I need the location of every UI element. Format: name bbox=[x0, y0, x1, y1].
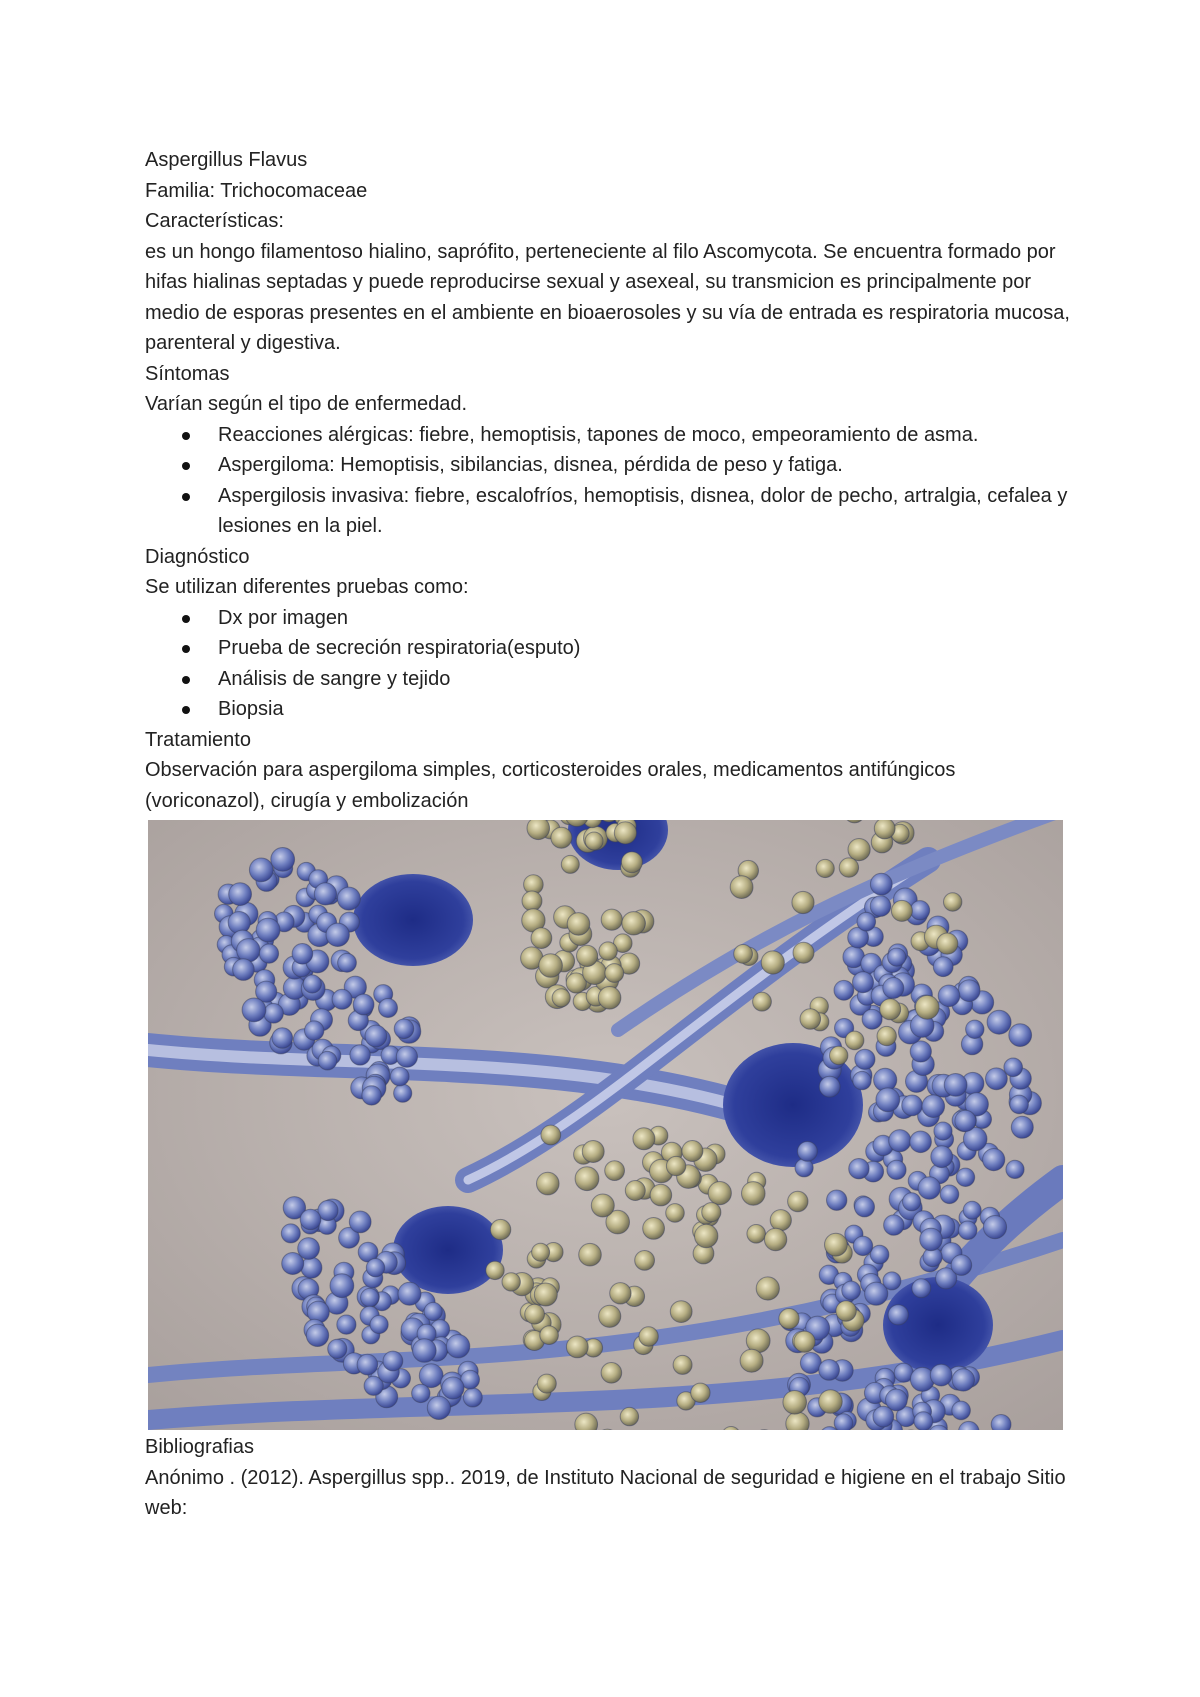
spore bbox=[870, 1245, 889, 1264]
sintomas-heading: Síntomas bbox=[145, 362, 230, 385]
spore bbox=[889, 1130, 911, 1152]
list-item-text: Prueba de secreción respiratoria(esputo) bbox=[218, 637, 581, 659]
spore bbox=[819, 1390, 843, 1414]
spore bbox=[531, 928, 552, 949]
tratamiento-paragraph: Observación para aspergiloma simples, corticosteroides orales, medicamentos antifúngicos (voriconazol), cirugía y embolización bbox=[145, 759, 956, 812]
spore bbox=[944, 893, 962, 911]
spore bbox=[271, 848, 295, 872]
spore bbox=[991, 1415, 1011, 1431]
spore bbox=[527, 820, 550, 840]
spore bbox=[666, 1204, 685, 1223]
spore bbox=[855, 1197, 875, 1217]
spore bbox=[614, 822, 636, 844]
spore bbox=[337, 1315, 356, 1334]
spore bbox=[237, 939, 260, 962]
spore bbox=[734, 945, 753, 964]
list-item-text: Aspergilosis invasiva: fiebre, escalofríos, hemoptisis, disnea, dolor de pecho, artralgia, cefalea y lesiones en la piel. bbox=[218, 484, 1068, 537]
list-item bbox=[218, 603, 1075, 634]
diagnostico-list bbox=[145, 603, 1075, 725]
spore bbox=[259, 944, 278, 963]
spore bbox=[446, 1335, 469, 1358]
bibliografias-paragraph: Anónimo . (2012). Aspergillus spp.. 2019, de Instituto Nacional de seguridad e higiene en el trabajo Sitio web: bbox=[145, 1466, 1066, 1519]
spore bbox=[920, 1228, 943, 1251]
spore bbox=[792, 891, 814, 913]
spore bbox=[842, 1281, 861, 1300]
list-item bbox=[218, 694, 1075, 725]
spore bbox=[541, 1125, 561, 1145]
spore bbox=[601, 909, 622, 930]
spore bbox=[566, 1336, 588, 1358]
spore bbox=[394, 1084, 412, 1102]
spore bbox=[918, 1177, 940, 1199]
spore bbox=[1010, 1095, 1029, 1114]
spore bbox=[396, 1046, 417, 1067]
spore bbox=[463, 1388, 482, 1407]
spore bbox=[963, 1201, 981, 1219]
spore bbox=[575, 1167, 599, 1191]
spore bbox=[330, 1274, 354, 1298]
spore bbox=[880, 999, 901, 1020]
spore bbox=[314, 883, 336, 905]
bullet-icon bbox=[182, 432, 190, 440]
spore bbox=[605, 964, 624, 983]
spore bbox=[888, 1305, 908, 1325]
spore bbox=[306, 1324, 328, 1346]
spore bbox=[591, 1194, 614, 1217]
spore bbox=[786, 1412, 809, 1430]
spore bbox=[691, 1383, 710, 1402]
spore bbox=[598, 987, 621, 1010]
list-item bbox=[218, 664, 1075, 695]
spore bbox=[350, 1045, 370, 1065]
spore bbox=[855, 1049, 875, 1069]
spore bbox=[816, 859, 834, 877]
spore bbox=[292, 944, 313, 965]
spore bbox=[366, 1259, 384, 1277]
spore bbox=[394, 1019, 414, 1039]
bullet-icon bbox=[182, 676, 190, 684]
spore bbox=[427, 1396, 450, 1419]
spore bbox=[914, 1412, 933, 1430]
spore bbox=[537, 1172, 560, 1195]
spore bbox=[794, 1331, 815, 1352]
spore bbox=[301, 1257, 322, 1278]
spore bbox=[912, 1279, 931, 1298]
spore bbox=[933, 957, 953, 977]
spore bbox=[708, 1182, 731, 1205]
spore bbox=[955, 1110, 976, 1131]
spore bbox=[353, 994, 374, 1015]
spore bbox=[903, 1193, 921, 1211]
spore bbox=[622, 912, 645, 935]
spore bbox=[937, 933, 958, 954]
spore bbox=[952, 1401, 971, 1420]
sintomas-intro: Varían según el tipo de enfermedad. bbox=[145, 393, 468, 415]
spore bbox=[740, 1349, 763, 1372]
spore bbox=[845, 1031, 864, 1050]
spore bbox=[883, 1272, 901, 1290]
spore bbox=[585, 832, 603, 850]
spore bbox=[876, 1088, 900, 1112]
spore bbox=[682, 1141, 703, 1162]
list-item-text: Aspergiloma: Hemoptisis, sibilancias, disnea, pérdida de peso y fatiga. bbox=[218, 454, 843, 476]
bullet-icon bbox=[182, 645, 190, 653]
spore bbox=[357, 1354, 378, 1375]
caracteristicas-heading: Características: bbox=[145, 210, 284, 232]
spore bbox=[902, 1095, 923, 1116]
spore bbox=[839, 858, 858, 877]
spore bbox=[870, 896, 891, 917]
spore bbox=[328, 1339, 347, 1358]
spore bbox=[567, 913, 590, 936]
spore bbox=[695, 1224, 718, 1247]
spore bbox=[442, 1377, 464, 1399]
spore bbox=[365, 1025, 387, 1047]
spore bbox=[398, 1282, 421, 1305]
spore bbox=[849, 1159, 869, 1179]
spore bbox=[788, 1191, 808, 1211]
spore bbox=[834, 1414, 853, 1430]
spore bbox=[486, 1261, 504, 1279]
spore bbox=[577, 945, 598, 966]
spore bbox=[800, 1009, 821, 1030]
spore bbox=[264, 1004, 284, 1024]
spore bbox=[853, 1236, 872, 1255]
spore bbox=[534, 1283, 557, 1306]
spore bbox=[601, 1363, 622, 1384]
spore bbox=[525, 1304, 545, 1324]
spore bbox=[952, 1369, 974, 1391]
spore bbox=[599, 942, 617, 960]
spore bbox=[742, 1182, 766, 1206]
spore bbox=[795, 1159, 813, 1177]
spore bbox=[390, 1067, 409, 1086]
spore bbox=[987, 1010, 1011, 1034]
familia-line: Familia: Trichocomaceae bbox=[145, 179, 368, 202]
spore bbox=[747, 1225, 766, 1244]
list-item bbox=[218, 420, 1075, 451]
spore bbox=[983, 1149, 1005, 1171]
spore bbox=[940, 1185, 959, 1204]
list-item bbox=[218, 481, 1075, 542]
spore bbox=[379, 999, 398, 1018]
spore bbox=[537, 1374, 556, 1393]
caracteristicas-paragraph: es un hongo filamentoso hialino, saprófito, perteneciente al filo Ascomycota. Se encuentra formado por hifas hialinas septadas y puede reproducirse sexual y asexeal, su transmicion es principalmente por medio de esporas presentes en el ambiente en bioaerosoles y su vía de entrada es respiratoria mucosa, parenteral y digestiva. bbox=[145, 240, 1070, 354]
bullet-icon bbox=[182, 615, 190, 623]
spore bbox=[326, 923, 349, 946]
spore bbox=[922, 1095, 945, 1118]
spore bbox=[836, 1301, 856, 1321]
spore bbox=[888, 948, 906, 966]
spore bbox=[502, 1273, 520, 1291]
bibliografias-heading: Bibliografias bbox=[145, 1436, 254, 1458]
spore bbox=[1006, 1160, 1024, 1178]
spore bbox=[819, 1076, 840, 1097]
spore bbox=[857, 912, 876, 931]
spore bbox=[361, 1288, 379, 1306]
spore bbox=[834, 980, 854, 1000]
spore bbox=[552, 989, 570, 1007]
spore bbox=[242, 998, 266, 1022]
spore bbox=[793, 942, 814, 963]
spore bbox=[915, 995, 939, 1019]
bullet-icon bbox=[182, 493, 190, 501]
spore bbox=[930, 1364, 952, 1386]
list-item bbox=[218, 450, 1075, 481]
micrograph-illustration bbox=[148, 820, 1063, 1430]
spore bbox=[1011, 1116, 1033, 1138]
spore bbox=[633, 1128, 655, 1150]
spore bbox=[383, 1351, 403, 1371]
spore bbox=[424, 1302, 442, 1320]
bullet-icon bbox=[182, 462, 190, 470]
spore bbox=[931, 1146, 953, 1168]
spore bbox=[413, 1339, 437, 1363]
spore bbox=[599, 1305, 621, 1327]
spore bbox=[951, 1255, 972, 1276]
spore bbox=[770, 1210, 791, 1231]
spore bbox=[938, 985, 960, 1007]
list-item-text: Dx por imagen bbox=[218, 606, 349, 629]
spore bbox=[305, 1021, 324, 1040]
spore bbox=[825, 1233, 848, 1256]
spore bbox=[756, 1277, 779, 1300]
spore bbox=[1004, 1058, 1023, 1077]
spore bbox=[362, 1086, 381, 1105]
spore bbox=[229, 883, 252, 906]
spore bbox=[877, 1026, 896, 1045]
spore bbox=[625, 1181, 645, 1201]
spore bbox=[303, 975, 321, 993]
spore bbox=[620, 1407, 638, 1425]
spore bbox=[874, 820, 895, 839]
spore bbox=[650, 1184, 672, 1206]
spore bbox=[490, 1219, 510, 1239]
spore bbox=[934, 1122, 952, 1140]
spore bbox=[983, 1216, 1006, 1239]
spore bbox=[370, 1315, 388, 1333]
spore bbox=[522, 891, 542, 911]
spore bbox=[412, 1384, 430, 1402]
spore bbox=[639, 1327, 658, 1346]
spore bbox=[643, 1218, 665, 1240]
spore bbox=[318, 1051, 337, 1070]
spore bbox=[873, 1406, 894, 1427]
aspergillus-micrograph-image bbox=[148, 820, 1063, 1430]
spore bbox=[848, 839, 870, 861]
spore bbox=[910, 1131, 932, 1153]
list-item-text: Biopsia bbox=[218, 698, 284, 720]
spore bbox=[798, 1142, 818, 1162]
spore bbox=[256, 918, 280, 942]
spore bbox=[249, 858, 273, 882]
bullet-icon bbox=[182, 706, 190, 714]
spore bbox=[338, 953, 357, 972]
spore bbox=[730, 876, 753, 899]
spore bbox=[1009, 1024, 1032, 1047]
spore bbox=[753, 992, 772, 1011]
spore bbox=[233, 959, 255, 981]
spore bbox=[783, 1391, 807, 1415]
spore bbox=[610, 1283, 631, 1304]
spore bbox=[281, 1224, 300, 1243]
spore bbox=[673, 1355, 692, 1374]
spore bbox=[337, 887, 360, 910]
spore bbox=[761, 951, 784, 974]
spore bbox=[966, 1020, 984, 1038]
spore bbox=[958, 1221, 977, 1240]
spore bbox=[830, 1046, 848, 1064]
list-item-text: Reacciones alérgicas: fiebre, hemoptisis, tapones de moco, empeoramiento de asma. bbox=[218, 423, 979, 446]
spore bbox=[579, 1243, 602, 1266]
spore bbox=[819, 1360, 840, 1381]
spore bbox=[891, 900, 912, 921]
spore bbox=[539, 954, 563, 978]
spore bbox=[884, 1215, 904, 1235]
spore bbox=[298, 1238, 320, 1260]
spore bbox=[862, 1009, 882, 1029]
spore bbox=[621, 852, 642, 873]
spore bbox=[561, 855, 579, 873]
spore bbox=[666, 1156, 685, 1175]
spore bbox=[986, 1068, 1008, 1090]
spore bbox=[349, 1211, 371, 1233]
list-item bbox=[218, 633, 1075, 664]
spore bbox=[605, 1161, 625, 1181]
spore bbox=[635, 1251, 655, 1271]
document-body bbox=[145, 145, 1075, 1524]
spore bbox=[853, 1071, 871, 1089]
diagnostico-intro: Se utilizan diferentes pruebas como: bbox=[145, 576, 469, 598]
spore bbox=[958, 980, 980, 1002]
spore bbox=[582, 1141, 604, 1163]
spore bbox=[332, 989, 352, 1009]
spore bbox=[272, 1028, 293, 1049]
spore bbox=[827, 1190, 847, 1210]
spore bbox=[702, 1203, 721, 1222]
spore bbox=[853, 972, 874, 993]
spore bbox=[910, 901, 929, 920]
document-title: Aspergillus Flavus bbox=[145, 149, 308, 171]
spore bbox=[883, 978, 904, 999]
list-item-text: Análisis de sangre y tejido bbox=[218, 667, 451, 690]
spore bbox=[532, 1243, 550, 1261]
spore bbox=[870, 873, 892, 895]
spore bbox=[944, 1074, 967, 1097]
spore bbox=[956, 1168, 974, 1186]
tratamiento-heading: Tratamiento bbox=[145, 728, 251, 751]
diagnostico-heading: Diagnóstico bbox=[145, 545, 250, 568]
spore bbox=[540, 1326, 559, 1345]
spore bbox=[779, 1309, 799, 1329]
spore bbox=[300, 1209, 321, 1230]
spore bbox=[764, 1228, 786, 1250]
sintomas-list bbox=[145, 420, 1075, 542]
spore bbox=[551, 827, 572, 848]
spore bbox=[670, 1301, 692, 1323]
spore bbox=[887, 1160, 906, 1179]
